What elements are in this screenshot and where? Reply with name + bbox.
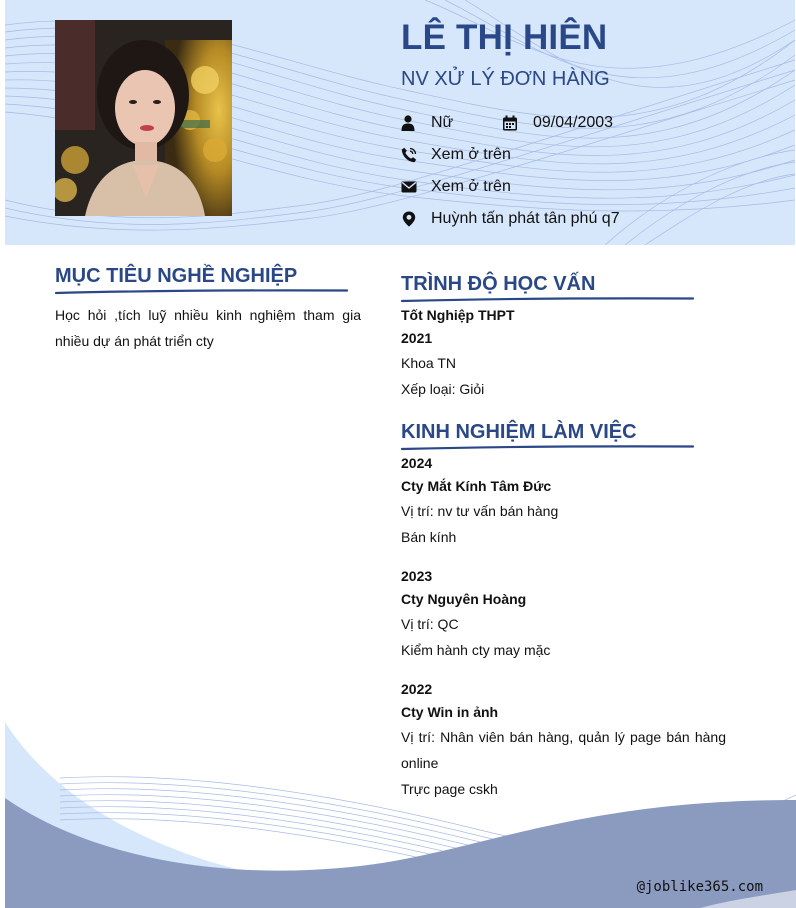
experience-company: Cty Nguyên Hoàng [401, 591, 527, 607]
education-major: Khoa TN [401, 355, 456, 371]
gender-row [401, 112, 453, 134]
objective-underline [55, 288, 350, 296]
experience-item [401, 565, 726, 663]
experience-year: 2024 [401, 455, 433, 471]
address-row [401, 208, 620, 230]
experience-description: Kiểm hành cty may mặc [401, 642, 551, 658]
experience-position: Vị trí: Nhân viên bán hàng, quản lý page bán hàng online [401, 729, 726, 771]
gender-value: Nữ [431, 114, 454, 131]
experience-company: Cty Win in ảnh [401, 704, 499, 720]
objective-title: MỤC TIÊU NGHỀ NGHIỆP [55, 265, 298, 287]
experience-title: KINH NGHIỆM LÀM VIỆC [401, 421, 637, 443]
location-pin-icon [401, 211, 417, 227]
education-grade: Xếp loại: Giỏi [401, 381, 485, 397]
email-row [401, 176, 511, 198]
candidate-name: LÊ THỊ HIÊN [401, 18, 608, 57]
address-value: Huỳnh tấn phát tân phú q7 [431, 210, 620, 227]
candidate-role: NV XỬ LÝ ĐƠN HÀNG [401, 68, 610, 90]
experience-description: Bán kính [401, 529, 457, 545]
experience-position: Vị trí: QC [401, 616, 459, 632]
experience-year: 2022 [401, 681, 433, 697]
objective-text: Học hỏi ,tích luỹ nhiều kinh nghiệm tham gia nhiều dự án phát triển cty [55, 307, 361, 349]
profile-photo [55, 20, 232, 216]
birth-date-value: 09/04/2003 [533, 114, 614, 131]
education-block [401, 304, 726, 402]
bottom-wave-decoration [0, 700, 796, 908]
birth-date-row [502, 112, 613, 134]
education-degree: Tốt Nghiệp THPT [401, 307, 515, 323]
education-underline [401, 296, 696, 304]
education-title: TRÌNH ĐỘ HỌC VẤN [401, 273, 596, 295]
experience-position: Vị trí: nv tư vấn bán hàng [401, 503, 559, 519]
experience-year: 2023 [401, 568, 433, 584]
calendar-icon [502, 115, 518, 131]
email-value: Xem ở trên [431, 178, 511, 195]
phone-value: Xem ở trên [431, 146, 511, 163]
experience-underline [401, 444, 696, 452]
experience-company: Cty Mắt Kính Tâm Đức [401, 478, 552, 494]
experience-description: Trực page cskh [401, 781, 498, 797]
education-year: 2021 [401, 330, 433, 346]
person-icon [401, 115, 417, 131]
experience-item [401, 452, 726, 550]
phone-icon [401, 147, 417, 163]
footer-brand: @joblike365.com [636, 879, 763, 895]
envelope-icon [401, 179, 417, 195]
phone-row [401, 144, 511, 166]
